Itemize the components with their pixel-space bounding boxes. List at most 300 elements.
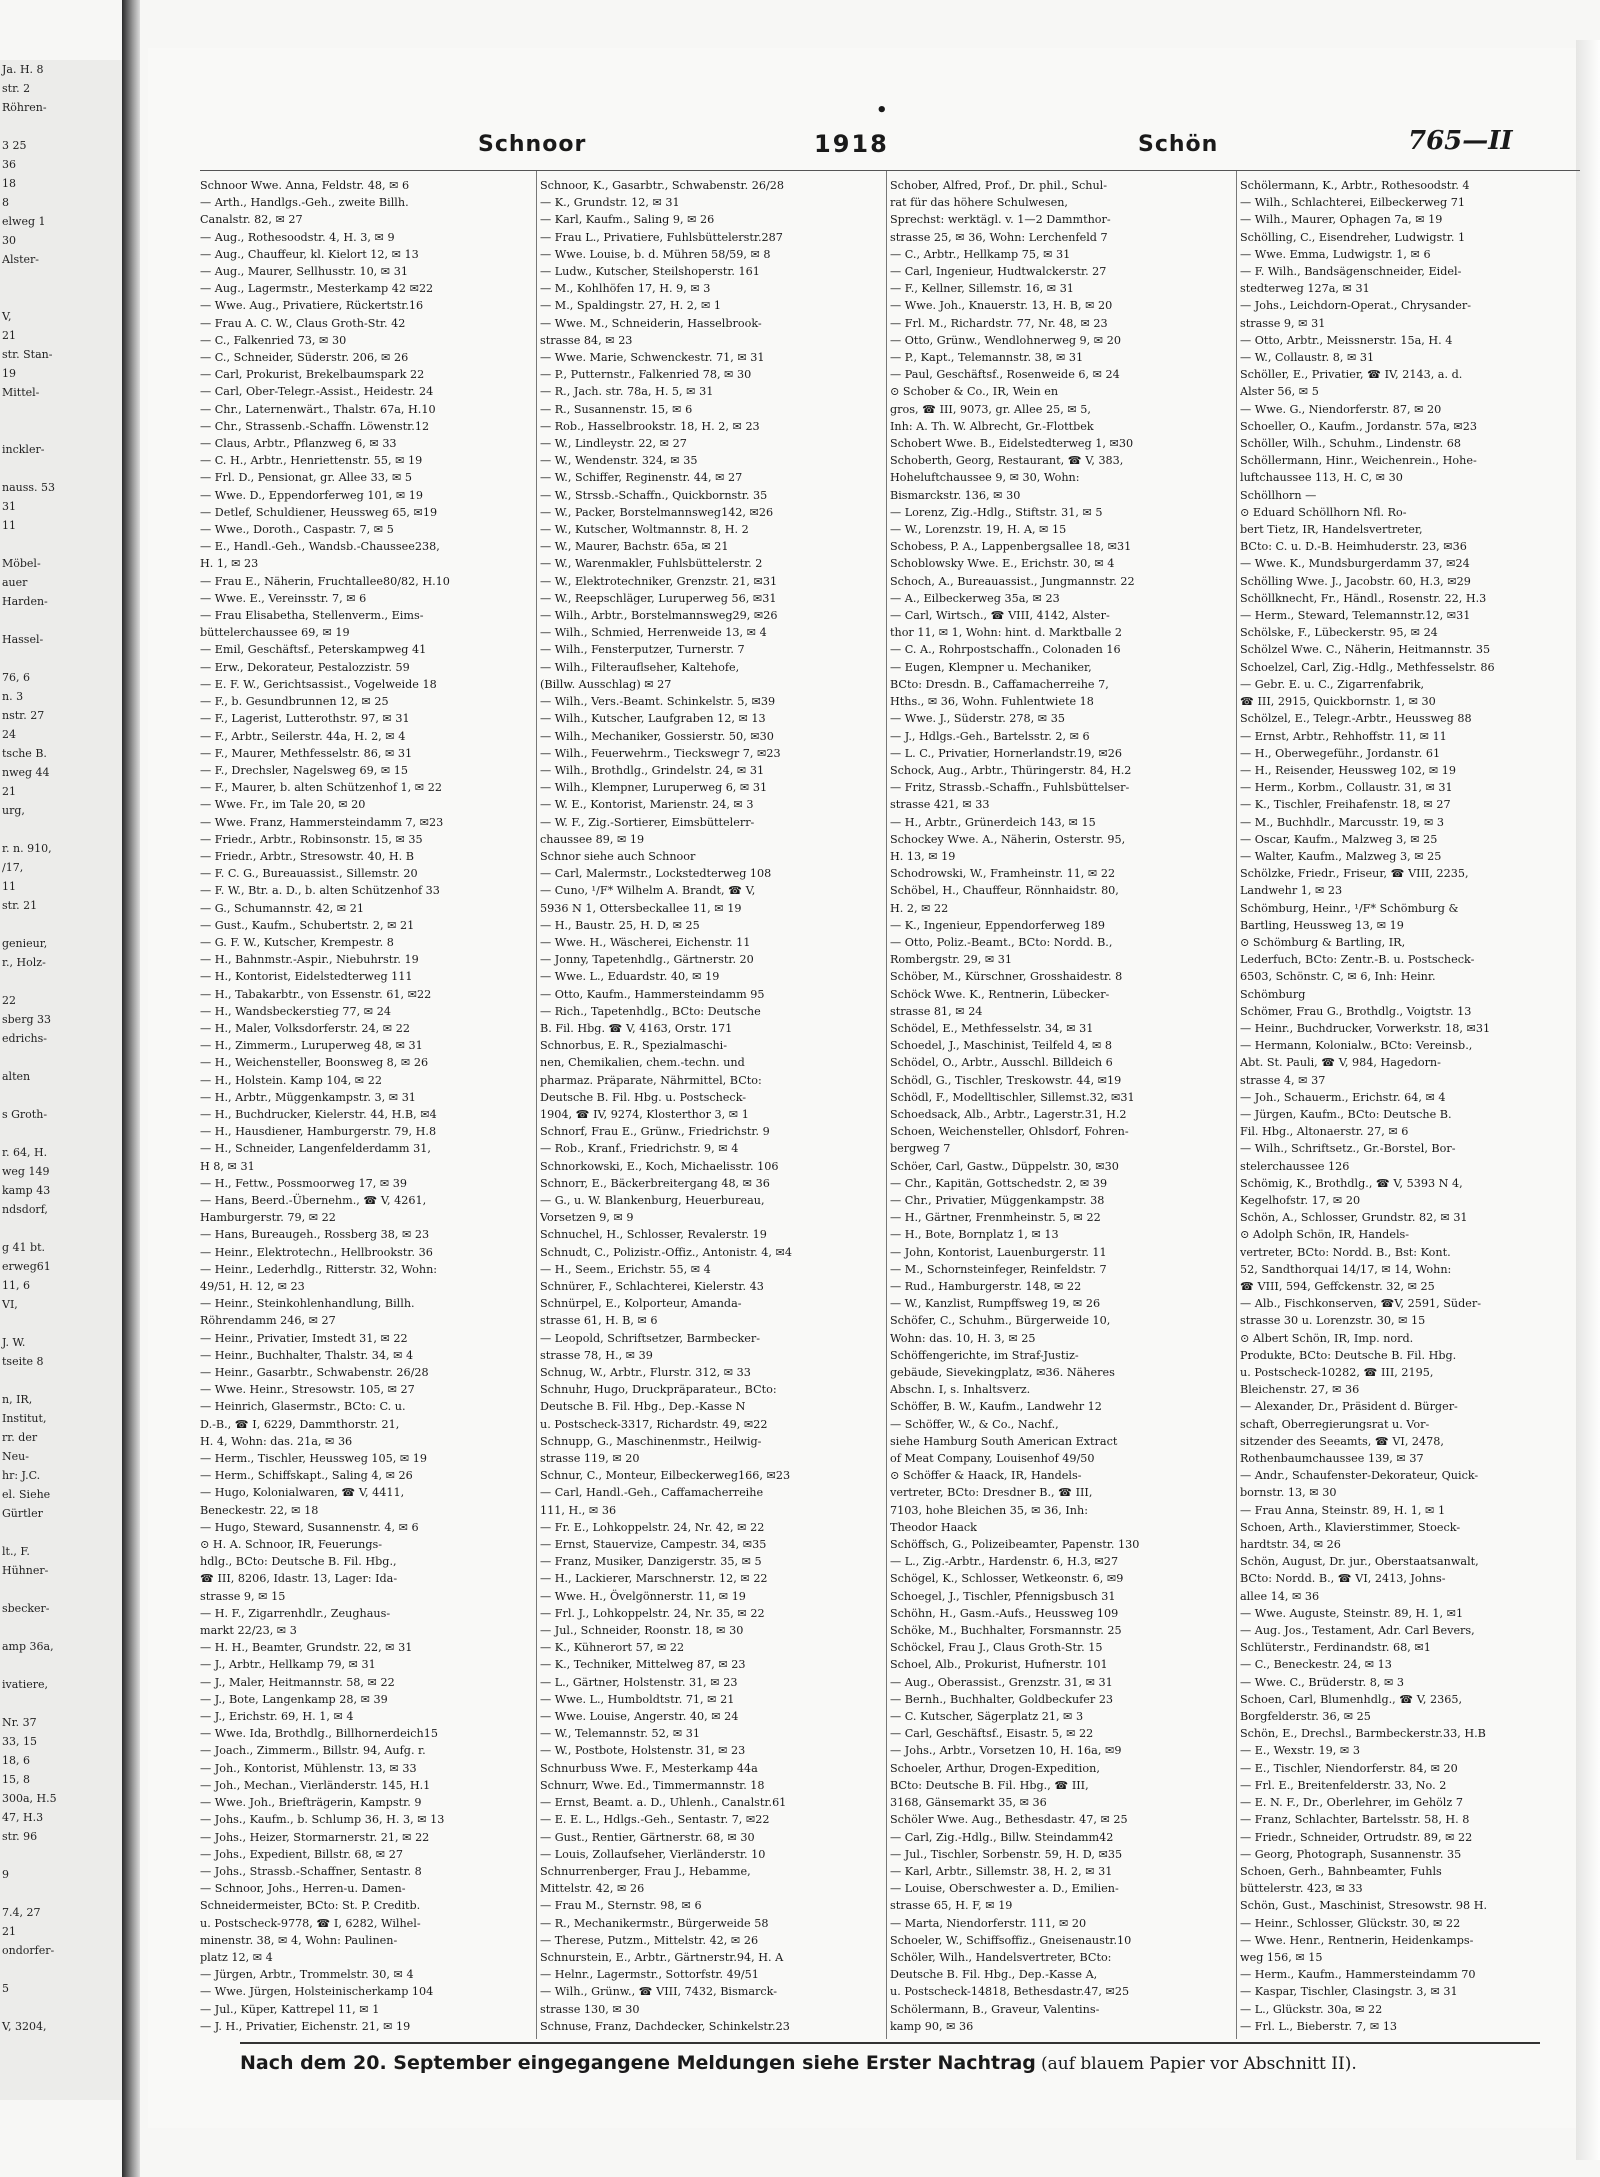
directory-entry-line: u. Postscheck-9778, ☎ I, 6282, Wilhel- bbox=[200, 1916, 421, 1930]
facing-page-fragment: str. Stan- bbox=[2, 348, 53, 361]
directory-entry-line: strasse 78, H., ✉ 39 bbox=[540, 1348, 653, 1362]
directory-entry-line: — Herm., Kaufm., Hammersteindamm 70 bbox=[1240, 1968, 1476, 1982]
directory-entry-line: — H., Buchdrucker, Kielerstr. 44, H.B, ✉4 bbox=[200, 1107, 437, 1121]
directory-entry-line: — Jonny, Tapetenhdlg., Gärtnerstr. 20 bbox=[540, 953, 754, 967]
facing-page-fragment bbox=[0, 1048, 122, 1067]
directory-entry-line: — F., Arbtr., Seilerstr. 44a, H. 2, ✉ 4 bbox=[200, 729, 406, 743]
directory-entry-line: strasse 4, ✉ 37 bbox=[1240, 1073, 1326, 1087]
directory-entry-line: — Otto, Arbtr., Meissnerstr. 15a, H. 4 bbox=[1240, 333, 1453, 347]
directory-entry-line: Vorsetzen 9, ✉ 9 bbox=[540, 1211, 634, 1225]
footer-notice: Nach dem 20. September eingegangene Meldungen siehe Erster Nachtrag bbox=[240, 2052, 1036, 2074]
directory-entry-line: — W., Wendenstr. 324, ✉ 35 bbox=[540, 454, 698, 468]
directory-entry-line: — H., Zimmerm., Luruperweg 48, ✉ 31 bbox=[200, 1039, 423, 1053]
directory-entry-line: — Ludw., Kutscher, Steilshoperstr. 161 bbox=[540, 265, 760, 279]
directory-entry-line: — E. N. F., Dr., Oberlehrer, im Gehölz 7 bbox=[1240, 1796, 1463, 1810]
directory-entry-line: Schnur, C., Monteur, Eilbeckerweg166, ✉23 bbox=[540, 1469, 791, 1483]
directory-entry-line: u. Postscheck-14818, Bethesdastr.47, ✉25 bbox=[890, 1985, 1130, 1999]
facing-page-fragment: /17, bbox=[2, 861, 24, 874]
facing-page-fragment: elweg 1 bbox=[2, 215, 46, 228]
directory-entry-line: strasse 9, ✉ 15 bbox=[200, 1589, 286, 1603]
directory-entry-line: platz 12, ✉ 4 bbox=[200, 1950, 273, 1964]
directory-entry-line: Schock, Aug., Arbtr., Thüringerstr. 84, H.2 bbox=[890, 763, 1132, 777]
directory-entry-line: Rothenbaumchaussee 139, ✉ 37 bbox=[1240, 1452, 1424, 1466]
directory-entry-line: Schoblowsky Wwe. E., Erichstr. 30, ✉ 4 bbox=[890, 557, 1115, 571]
directory-entry-line: — Wwe. Emma, Ludwigstr. 1, ✉ 6 bbox=[1240, 247, 1431, 261]
directory-entry-line: gebäude, Sievekingplatz, ✉36. Näheres bbox=[890, 1366, 1115, 1380]
directory-entry-line: sitzender des Seeamts, ☎ VI, 2478, bbox=[1240, 1434, 1444, 1448]
facing-page-fragment: 36 bbox=[2, 158, 16, 171]
facing-page-fragment bbox=[0, 1846, 122, 1865]
directory-entry-line: — J., Hdlgs.-Geh., Bartelsstr. 2, ✉ 6 bbox=[890, 729, 1090, 743]
directory-entry-line: rat für das höhere Schulwesen, bbox=[890, 196, 1068, 210]
directory-entry-line: Schnug, W., Arbtr., Flurstr. 312, ✉ 33 bbox=[540, 1366, 751, 1380]
directory-entry-line: — Andr., Schaufenster-Dekorateur, Quick- bbox=[1240, 1469, 1479, 1483]
directory-entry-line: — G. F. W., Kutscher, Krempestr. 8 bbox=[200, 935, 394, 949]
facing-page-fragment: 31 bbox=[2, 500, 16, 513]
directory-entry-line: Schöffsch, G., Polizeibeamter, Papenstr. 130 bbox=[890, 1538, 1140, 1552]
directory-entry-line: — Hans, Bureaugeh., Rossberg 38, ✉ 23 bbox=[200, 1228, 430, 1242]
directory-entry-line: — Wwe. D., Eppendorferweg 101, ✉ 19 bbox=[200, 488, 424, 502]
facing-page-fragment bbox=[0, 1884, 122, 1903]
directory-entry-line: Schögel, K., Schlosser, Wetkeonstr. 6, ✉9 bbox=[890, 1572, 1124, 1586]
directory-entry-line: — W., Telemannstr. 52, ✉ 31 bbox=[540, 1727, 701, 1741]
facing-page-fragment: weg 149 bbox=[2, 1165, 50, 1178]
directory-entry-line: weg 156, ✉ 15 bbox=[1240, 1950, 1323, 1964]
directory-entry-line: — F. W., Btr. a. D., b. alten Schützenhof 33 bbox=[200, 884, 440, 898]
directory-entry-line: — H., Kontorist, Eidelstedterweg 111 bbox=[200, 970, 413, 984]
facing-page-fragment: 21 bbox=[2, 785, 16, 798]
directory-entry-line: Schöler Wwe. Aug., Bethesdastr. 47, ✉ 25 bbox=[890, 1813, 1128, 1827]
directory-entry-line: — Johs., Heizer, Stormarnerstr. 21, ✉ 22 bbox=[200, 1830, 430, 1844]
directory-entry-line: 1904, ☎ IV, 9274, Klosterthor 3, ✉ 1 bbox=[540, 1107, 749, 1121]
directory-entry-line: Schnurbuss Wwe. F., Mesterkamp 44a bbox=[540, 1761, 758, 1775]
directory-entry-line: — Fritz, Strassb.-Schaffn., Fuhlsbüttelser- bbox=[890, 781, 1130, 795]
directory-entry-line: — Jul., Küper, Kattrepel 11, ✉ 1 bbox=[200, 2002, 380, 2016]
facing-page-fragment: 22 bbox=[2, 994, 16, 1007]
directory-entry-line: — W., Lindleystr. 22, ✉ 27 bbox=[540, 437, 687, 451]
directory-column-2 bbox=[540, 177, 874, 2035]
directory-entry-line: — M., Schornsteinfeger, Reinfeldstr. 7 bbox=[890, 1262, 1107, 1276]
directory-entry-line: — F., Maurer, Methfesselstr. 86, ✉ 31 bbox=[200, 746, 413, 760]
directory-entry-line: stedterweg 127a, ✉ 31 bbox=[1240, 282, 1370, 296]
directory-entry-line: — Rud., Hamburgerstr. 148, ✉ 22 bbox=[890, 1280, 1082, 1293]
directory-entry-line: Schoen, Arth., Klavierstimmer, Stoeck- bbox=[1240, 1520, 1461, 1534]
directory-entry-line: — H., Baustr. 25, H. D, ✉ 25 bbox=[540, 918, 700, 932]
directory-entry-line: Kegelhofstr. 17, ✉ 20 bbox=[1240, 1193, 1361, 1207]
directory-entry-line: — Carl, Geschäftsf., Eisastr. 5, ✉ 22 bbox=[890, 1727, 1094, 1741]
directory-entry-line: Abt. St. Pauli, ☎ V, 984, Hagedorn- bbox=[1240, 1056, 1441, 1070]
directory-entry-line: Schodrowski, W., Framheinstr. 11, ✉ 22 bbox=[890, 867, 1116, 881]
directory-entry-line: — Schöffer, W., & Co., Nachf., bbox=[890, 1417, 1059, 1431]
directory-entry-line: — R., Mechanikermstr., Bürgerweide 58 bbox=[540, 1916, 769, 1930]
directory-entry-line: — Otto, Poliz.-Beamt., BCto: Nordd. B., bbox=[890, 935, 1113, 949]
directory-entry-line: — H., Oberwegeführ., Jordanstr. 61 bbox=[1240, 746, 1441, 760]
facing-page-fragment bbox=[0, 1960, 122, 1979]
directory-entry-line: — L. C., Privatier, Hornerlandstr.19, ✉26 bbox=[890, 746, 1122, 760]
directory-entry-line: — F. Wilh., Bandsägenschneider, Eidel- bbox=[1240, 265, 1462, 279]
directory-entry-line: — W., Schiffer, Reginenstr. 44, ✉ 27 bbox=[540, 471, 743, 485]
directory-entry-line: BCto: Deutsche B. Fil. Hbg., ☎ III, bbox=[890, 1778, 1089, 1792]
facing-page-fragment bbox=[0, 288, 122, 307]
directory-entry-line: — C., Falkenried 73, ✉ 30 bbox=[200, 333, 347, 347]
directory-entry-line: Schnoor, K., Gasarbtr., Schwabenstr. 26/28 bbox=[540, 179, 784, 192]
facing-page-fragment bbox=[0, 402, 122, 421]
directory-entry-line: — G., Schumannstr. 42, ✉ 21 bbox=[200, 901, 364, 915]
facing-page-fragment bbox=[0, 820, 122, 839]
directory-entry-line: Schoen, Gerh., Bahnbeamter, Fuhls bbox=[1240, 1864, 1442, 1878]
directory-entry-line: — Gust., Rentier, Gärtnerstr. 68, ✉ 30 bbox=[540, 1830, 755, 1844]
directory-entry-line: Schöck Wwe. K., Rentnerin, Lübecker- bbox=[890, 987, 1110, 1001]
facing-page-fragment bbox=[0, 972, 122, 991]
directory-entry-line: — Johs., Leichdorn-Operat., Chrysander- bbox=[1240, 299, 1472, 313]
directory-entry-line: — Louis, Zollaufseher, Vierländerstr. 10 bbox=[540, 1847, 766, 1861]
directory-entry-line: — Kaspar, Tischler, Clasingstr. 3, ✉ 31 bbox=[1240, 1985, 1458, 1999]
directory-entry-line: Schöber, M., Kürschner, Grosshaidestr. 8 bbox=[890, 970, 1123, 984]
directory-entry-line: — Heinr., Schlosser, Glückstr. 30, ✉ 22 bbox=[1240, 1916, 1461, 1930]
directory-entry-line: — H., Arbtr., Müggenkampstr. 3, ✉ 31 bbox=[200, 1090, 416, 1104]
directory-entry-line: Schnor siehe auch Schnoor bbox=[540, 849, 696, 863]
directory-entry-line: — Georg, Photograph, Susannenstr. 35 bbox=[1240, 1847, 1462, 1861]
directory-entry-line: 6503, Schönstr. C, ✉ 6, Inh: Heinr. bbox=[1240, 970, 1436, 984]
facing-page-fragment bbox=[0, 1694, 122, 1713]
facing-page-fragment: ondorfer- bbox=[2, 1944, 55, 1957]
facing-page-fragment: Nr. 37 bbox=[2, 1716, 37, 1729]
directory-entry-line: — Ernst, Stauervize, Campestr. 34, ✉35 bbox=[540, 1538, 767, 1552]
directory-entry-line: — Herm., Korbm., Collaustr. 31, ✉ 31 bbox=[1240, 781, 1453, 795]
directory-entry-line: — Wilh., Schriftsetz., Gr.-Borstel, Bor- bbox=[1240, 1142, 1456, 1156]
directory-entry-line: büttelerstr. 423, ✉ 33 bbox=[1240, 1882, 1363, 1896]
directory-entry-line: Schön, August, Dr. jur., Oberstaatsanwalt, bbox=[1240, 1555, 1479, 1569]
directory-entry-line: Schödel, O., Arbtr., Ausschl. Billdeich 6 bbox=[890, 1056, 1113, 1070]
directory-entry-line: Schoen, Carl, Blumenhdlg., ☎ V, 2365, bbox=[1240, 1692, 1463, 1706]
directory-entry-line: — Wwe. J., Süderstr. 278, ✉ 35 bbox=[890, 712, 1065, 726]
facing-page-fragment: tseite 8 bbox=[2, 1355, 44, 1368]
directory-entry-line: ⊙ Schöffer & Haack, IR, Handels- bbox=[890, 1469, 1082, 1483]
column-divider bbox=[886, 171, 887, 2039]
directory-entry-line: 111, H., ✉ 36 bbox=[540, 1503, 617, 1517]
directory-entry-line: BCto: Nordd. B., ☎ VI, 2413, Johns- bbox=[1240, 1572, 1446, 1586]
directory-entry-line: — Jürgen, Arbtr., Trommelstr. 30, ✉ 4 bbox=[200, 1968, 414, 1982]
directory-entry-line: Schöfer, C., Schuhm., Bürgerweide 10, bbox=[890, 1314, 1111, 1328]
directory-entry-line: — C. Kutscher, Sägerplatz 21, ✉ 3 bbox=[890, 1710, 1084, 1724]
directory-entry-line: Schödel, E., Methfesselstr. 34, ✉ 31 bbox=[890, 1021, 1094, 1035]
directory-entry-line: Schnürpel, E., Kolporteur, Amanda- bbox=[540, 1297, 742, 1311]
facing-page-fragment: 5 bbox=[2, 1982, 9, 1995]
directory-entry-line: — Wwe. Auguste, Steinstr. 89, H. 1, ✉1 bbox=[1240, 1606, 1464, 1620]
directory-entry-line: allee 14, ✉ 36 bbox=[1240, 1589, 1320, 1603]
directory-entry-line: Schnurrenberger, Frau J., Hebamme, bbox=[540, 1864, 751, 1878]
directory-entry-line: — H., Wandsbeckerstieg 77, ✉ 24 bbox=[200, 1004, 391, 1018]
directory-entry-line: Hoheluftchaussee 9, ✉ 30, Wohn: bbox=[890, 471, 1080, 485]
directory-entry-line: — F. C. G., Bureauassist., Sillemstr. 20 bbox=[200, 867, 418, 881]
directory-entry-line: Schömburg bbox=[1240, 987, 1306, 1001]
directory-entry-line: ⊙ Schömburg & Bartling, IR, bbox=[1240, 935, 1406, 949]
facing-page-fragment: 76, 6 bbox=[2, 671, 30, 684]
directory-entry-line: — Alexander, Dr., Präsident d. Bürger- bbox=[1240, 1400, 1458, 1414]
header-year: 1918 bbox=[814, 130, 889, 158]
directory-entry-line: — A., Eilbeckerweg 35a, ✉ 23 bbox=[890, 591, 1060, 605]
directory-entry-line: u. Postscheck-10282, ☎ III, 2195, bbox=[1240, 1366, 1434, 1380]
facing-page-fragment: Neu- bbox=[2, 1450, 29, 1463]
facing-page-fragment: r., Holz- bbox=[2, 956, 46, 969]
directory-entry-line: — Aug. Jos., Testament, Adr. Carl Bevers, bbox=[1240, 1624, 1475, 1638]
directory-entry-line: Schödl, F., Modelltischler, Sillemst.32, ✉31 bbox=[890, 1090, 1135, 1104]
directory-entry-line: — J., Erichstr. 69, H. 1, ✉ 4 bbox=[200, 1710, 354, 1724]
directory-entry-line: Deutsche B. Fil. Hbg. u. Postscheck- bbox=[540, 1090, 747, 1104]
directory-entry-line: Hamburgerstr. 79, ✉ 22 bbox=[200, 1211, 336, 1225]
directory-entry-line: — J., Maler, Heitmannstr. 58, ✉ 22 bbox=[200, 1675, 395, 1689]
directory-entry-line: — H., Seem., Erichstr. 55, ✉ 4 bbox=[540, 1262, 711, 1276]
directory-entry-line: — Jürgen, Kaufm., BCto: Deutsche B. bbox=[1240, 1107, 1452, 1121]
directory-entry-line: Schoberth, Georg, Restaurant, ☎ V, 383, bbox=[890, 454, 1124, 468]
directory-entry-line: — Frl. J., Lohkoppelstr. 24, Nr. 35, ✉ 22 bbox=[540, 1606, 765, 1620]
directory-entry-line: — Fr. E., Lohkoppelstr. 24, Nr. 42, ✉ 22 bbox=[540, 1520, 765, 1534]
directory-entry-line: minenstr. 38, ✉ 4, Wohn: Paulinen- bbox=[200, 1933, 398, 1947]
directory-entry-line: Röhrendamm 246, ✉ 27 bbox=[200, 1314, 336, 1328]
directory-entry-line: — Joh., Kontorist, Mühlenstr. 13, ✉ 33 bbox=[200, 1761, 417, 1775]
facing-page-fragment bbox=[0, 1124, 122, 1143]
facing-page-fragment: Möbel- bbox=[2, 557, 41, 570]
directory-entry-line: — Wwe. K., Mundsburgerdamm 37, ✉24 bbox=[1240, 557, 1470, 571]
directory-entry-line: — Joach., Zimmerm., Billstr. 94, Aufg. r. bbox=[200, 1744, 426, 1758]
directory-entry-line: Schoedel, J., Maschinist, Teilfeld 4, ✉ 8 bbox=[890, 1039, 1112, 1053]
directory-entry-line: — Paul, Geschäftsf., Rosenweide 6, ✉ 24 bbox=[890, 368, 1120, 382]
facing-page-fragment bbox=[0, 1371, 122, 1390]
directory-entry-line: ⊙ Adolph Schön, IR, Handels- bbox=[1240, 1228, 1410, 1242]
directory-entry-line: — R., Susannenstr. 15, ✉ 6 bbox=[540, 402, 693, 416]
directory-entry-line: — Aug., Lagermstr., Mesterkamp 42 ✉22 bbox=[200, 282, 434, 296]
directory-entry-line: — E. F. W., Gerichtsassist., Vogelweide 18 bbox=[200, 677, 437, 691]
facing-page-fragment: Harden- bbox=[2, 595, 48, 608]
directory-entry-line: — Joh., Schauerm., Erichstr. 64, ✉ 4 bbox=[1240, 1090, 1446, 1104]
directory-entry-line: Schnupp, G., Maschinenmstr., Heilwig- bbox=[540, 1434, 762, 1448]
directory-entry-line: — W. E., Kontorist, Marienstr. 24, ✉ 3 bbox=[540, 798, 754, 812]
facing-page-fragment: Institut, bbox=[2, 1412, 47, 1425]
directory-entry-line: Schöbel, H., Chauffeur, Rönnhaidstr. 80, bbox=[890, 884, 1119, 898]
directory-entry-line: strasse 25, ✉ 36, Wohn: Lerchenfeld 7 bbox=[890, 230, 1108, 244]
directory-entry-line: — Emil, Geschäftsf., Peterskampweg 41 bbox=[200, 643, 427, 657]
facing-page-fragment: lt., F. bbox=[2, 1545, 30, 1558]
directory-entry-line: — Frau Elisabetha, Stellenverm., Eims- bbox=[200, 609, 424, 623]
directory-entry-line: — Wilh., Maurer, Ophagen 7a, ✉ 19 bbox=[1240, 213, 1443, 227]
directory-entry-line: — H. H., Beamter, Grundstr. 22, ✉ 31 bbox=[200, 1641, 413, 1655]
directory-columns bbox=[200, 170, 1580, 2039]
directory-entry-line: 3168, Gänsemarkt 35, ✉ 36 bbox=[890, 1796, 1047, 1810]
directory-entry-line: — Wilh., Kutscher, Laufgraben 12, ✉ 13 bbox=[540, 712, 766, 726]
facing-page-fragment: 3 25 bbox=[2, 139, 27, 152]
directory-entry-line: — Friedr., Arbtr., Robinsonstr. 15, ✉ 35 bbox=[200, 832, 423, 846]
directory-entry-line: Schobert Wwe. B., Eidelstedterweg 1, ✉30 bbox=[890, 437, 1134, 451]
directory-entry-line: — Johs., Arbtr., Vorsetzen 10, H. 16a, ✉9 bbox=[890, 1744, 1122, 1758]
directory-entry-line: — Rich., Tapetenhdlg., BCto: Deutsche bbox=[540, 1004, 761, 1018]
directory-entry-line: — Wilh., Brothdlg., Grindelstr. 24, ✉ 31 bbox=[540, 763, 765, 777]
directory-entry-line: — Otto, Kaufm., Hammersteindamm 95 bbox=[540, 987, 765, 1001]
directory-entry-line: Schnurr, Wwe. Ed., Timmermannstr. 18 bbox=[540, 1778, 765, 1792]
directory-entry-line: H. 1, ✉ 23 bbox=[200, 557, 259, 571]
facing-page-fragment: 47, H.3 bbox=[2, 1811, 44, 1824]
directory-entry-line: Schnuse, Franz, Dachdecker, Schinkelstr.23 bbox=[540, 2019, 790, 2033]
directory-entry-line: — W., Elektrotechniker, Grenzstr. 21, ✉31 bbox=[540, 574, 778, 588]
directory-entry-line: BCto: Dresdn. B., Caffamacherreihe 7, bbox=[890, 677, 1109, 691]
directory-entry-line: Schnorf, Frau E., Grünw., Friedrichstr. 9 bbox=[540, 1125, 770, 1139]
directory-entry-line: — Marta, Niendorferstr. 111, ✉ 20 bbox=[890, 1916, 1087, 1930]
directory-entry-line: kamp 90, ✉ 36 bbox=[890, 2019, 974, 2033]
directory-entry-line: — H., Maler, Volksdorferstr. 24, ✉ 22 bbox=[200, 1021, 410, 1035]
directory-entry-line: Bleichenstr. 27, ✉ 36 bbox=[1240, 1383, 1360, 1397]
facing-page-fragment: Alster- bbox=[2, 253, 40, 266]
directory-entry-line: Schöler, Wilh., Handelsvertreter, BCto: bbox=[890, 1950, 1112, 1964]
footer-note: (auf blauem Papier vor Abschnitt II). bbox=[1041, 2054, 1357, 2074]
directory-entry-line: — Herm., Schiffskapt., Saling 4, ✉ 26 bbox=[200, 1469, 413, 1483]
directory-entry-line: strasse 81, ✉ 24 bbox=[890, 1004, 983, 1018]
directory-entry-line: vertreter, BCto: Nordd. B., Bst: Kont. bbox=[1240, 1245, 1451, 1259]
facing-page-strip bbox=[0, 60, 122, 2100]
directory-entry-line: — Heinr., Privatier, Imstedt 31, ✉ 22 bbox=[200, 1331, 408, 1345]
directory-entry-line: ☎ III, 2915, Quickbornstr. 1, ✉ 30 bbox=[1240, 695, 1436, 709]
directory-entry-line: — C. A., Rohrpostschaffn., Colonaden 16 bbox=[890, 643, 1121, 657]
directory-entry-line: — H., Reisender, Heussweg 102, ✉ 19 bbox=[1240, 763, 1456, 777]
directory-entry-line: 5936 N 1, Ottersbeckallee 11, ✉ 19 bbox=[540, 901, 742, 915]
directory-entry-line: — Wilh., Fensterputzer, Turnerstr. 7 bbox=[540, 643, 745, 657]
directory-entry-line: — C., Arbtr., Hellkamp 75, ✉ 31 bbox=[890, 247, 1071, 261]
facing-page-fragment: 11 bbox=[2, 880, 16, 893]
facing-page-fragment: genieur, bbox=[2, 937, 48, 950]
facing-page-fragment: rr. der bbox=[2, 1431, 38, 1444]
directory-entry-line: Schnoor Wwe. Anna, Feldstr. 48, ✉ 6 bbox=[200, 179, 410, 192]
facing-page-fragment: str. 21 bbox=[2, 899, 38, 912]
directory-entry-line: Schöffengerichte, im Straf-Justiz- bbox=[890, 1348, 1079, 1362]
directory-entry-line: Schön, Gust., Maschinist, Stresowstr. 98 H. bbox=[1240, 1899, 1488, 1913]
directory-entry-line: — Jul., Tischler, Sorbenstr. 59, H. D, ✉35 bbox=[890, 1847, 1123, 1861]
directory-entry-line: — W., Lorenzstr. 19, H. A, ✉ 15 bbox=[890, 523, 1067, 537]
directory-entry-line: strasse 30 u. Lorenzstr. 30, ✉ 15 bbox=[1240, 1314, 1426, 1328]
directory-entry-line: vertreter, BCto: Dresdner B., ☎ III, bbox=[890, 1486, 1093, 1500]
directory-entry-line: — H., Arbtr., Grünerdeich 143, ✉ 15 bbox=[890, 815, 1096, 829]
directory-entry-line: Schnorr, E., Bäckerbreitergang 48, ✉ 36 bbox=[540, 1176, 770, 1190]
facing-page-fragment: sberg 33 bbox=[2, 1013, 51, 1026]
directory-entry-line: — Johs., Expedient, Billstr. 68, ✉ 27 bbox=[200, 1847, 403, 1861]
directory-entry-line: Schöller, Wilh., Schuhm., Lindenstr. 68 bbox=[1240, 437, 1461, 451]
facing-page-fragment: VI, bbox=[2, 1298, 18, 1311]
directory-entry-line: bornstr. 13, ✉ 30 bbox=[1240, 1486, 1337, 1500]
facing-page-fragment: g 41 bt. bbox=[2, 1241, 45, 1254]
directory-entry-line: — Jul., Schneider, Roonstr. 18, ✉ 30 bbox=[540, 1624, 744, 1638]
page-number: 765—II bbox=[1408, 126, 1513, 156]
directory-entry-line: ⊙ Schober & Co., IR, Wein en bbox=[890, 385, 1059, 399]
directory-entry-line: — Wwe. C., Brüderstr. 8, ✉ 3 bbox=[1240, 1675, 1405, 1689]
directory-entry-line: — Helnr., Lagermstr., Sottorfstr. 49/51 bbox=[540, 1968, 759, 1982]
directory-entry-line: — Alb., Fischkonserven, ☎V, 2591, Süder- bbox=[1240, 1297, 1482, 1311]
directory-entry-line: Schlüterstr., Ferdinandstr. 68, ✉1 bbox=[1240, 1641, 1431, 1655]
directory-entry-line: — H., Lackierer, Marschnerstr. 12, ✉ 22 bbox=[540, 1572, 768, 1586]
directory-entry-line: 7103, hohe Bleichen 35, ✉ 36, Inh: bbox=[890, 1503, 1088, 1517]
directory-entry-line: — Wwe. Ida, Brothdlg., Billhornerdeich15 bbox=[200, 1727, 438, 1741]
directory-entry-line: Alster 56, ✉ 5 bbox=[1240, 385, 1319, 399]
directory-entry-line: — Karl, Arbtr., Sillemstr. 38, H. 2, ✉ 31 bbox=[890, 1864, 1113, 1878]
directory-column-1 bbox=[200, 177, 534, 2035]
directory-entry-line: — F., Kellner, Sillemstr. 16, ✉ 31 bbox=[890, 282, 1074, 296]
directory-entry-line: — Herm., Tischler, Heussweg 105, ✉ 19 bbox=[200, 1452, 428, 1466]
directory-entry-line: strasse 130, ✉ 30 bbox=[540, 2002, 640, 2016]
directory-entry-line: Schön, A., Schlosser, Grundstr. 82, ✉ 31 bbox=[1240, 1211, 1468, 1225]
directory-entry-line: — Wwe. L., Eduardstr. 40, ✉ 19 bbox=[540, 970, 720, 984]
directory-entry-line: — K., Kühnerort 57, ✉ 22 bbox=[540, 1641, 685, 1655]
directory-entry-line: — John, Kontorist, Lauenburgerstr. 11 bbox=[890, 1245, 1107, 1259]
directory-entry-line: nen, Chemikalien, chem.-techn. und bbox=[540, 1056, 745, 1070]
directory-entry-line: markt 22/23, ✉ 3 bbox=[200, 1624, 297, 1638]
directory-entry-line: — H., Fettw., Possmoorweg 17, ✉ 39 bbox=[200, 1176, 407, 1190]
directory-entry-line: bergweg 7 bbox=[890, 1142, 951, 1156]
facing-page-fragment bbox=[0, 1086, 122, 1105]
directory-entry-line: — H., Tabakarbtr., von Essenstr. 61, ✉22 bbox=[200, 987, 432, 1001]
directory-entry-line: — E., Tischler, Niendorferstr. 84, ✉ 20 bbox=[1240, 1761, 1458, 1775]
directory-entry-line: — Otto, Grünw., Wendlohnerweg 9, ✉ 20 bbox=[890, 333, 1121, 347]
directory-entry-line: Schoel, Alb., Prokurist, Hufnerstr. 101 bbox=[890, 1658, 1108, 1672]
directory-entry-line: — E., Wexstr. 19, ✉ 3 bbox=[1240, 1744, 1360, 1758]
directory-entry-line: strasse 84, ✉ 23 bbox=[540, 333, 633, 347]
directory-entry-line: hardtstr. 34, ✉ 26 bbox=[1240, 1538, 1341, 1552]
directory-entry-line: — Wwe. Marie, Schwenckestr. 71, ✉ 31 bbox=[540, 351, 765, 365]
directory-entry-line: — Franz, Schlachter, Bartelsstr. 58, H. 8 bbox=[1240, 1813, 1470, 1827]
directory-entry-line: — L., Gärtner, Holstenstr. 31, ✉ 23 bbox=[540, 1675, 738, 1689]
directory-entry-line: — F., Lagerist, Lutterothstr. 97, ✉ 31 bbox=[200, 712, 410, 726]
directory-entry-line: — H., Weichensteller, Boonsweg 8, ✉ 26 bbox=[200, 1056, 429, 1070]
directory-entry-line: Schömer, Frau G., Brothdlg., Voigtstr. 13 bbox=[1240, 1004, 1472, 1018]
facing-page-fragment bbox=[0, 1656, 122, 1675]
directory-entry-line: — Rob., Kranf., Friedrichstr. 9, ✉ 4 bbox=[540, 1142, 739, 1156]
directory-entry-line: — Heinr., Gasarbtr., Schwabenstr. 26/28 bbox=[200, 1366, 429, 1380]
directory-entry-line: — Wwe. M., Schneiderin, Hasselbrook- bbox=[540, 316, 762, 330]
facing-page-fragment: Röhren- bbox=[2, 101, 47, 114]
directory-entry-line: Borgfelderstr. 36, ✉ 25 bbox=[1240, 1710, 1371, 1724]
directory-entry-line: — Chr., Privatier, Müggenkampstr. 38 bbox=[890, 1193, 1105, 1207]
directory-entry-line: — Frau E., Näherin, Fruchtallee80/82, H.10 bbox=[200, 574, 450, 588]
directory-entry-line: Schöller, E., Privatier, ☎ IV, 2143, a. d. bbox=[1240, 368, 1463, 382]
facing-page-fragment: J. W. bbox=[2, 1336, 26, 1349]
directory-entry-line: — Eugen, Klempner u. Mechaniker, bbox=[890, 660, 1092, 674]
directory-entry-line: — Gebr. E. u. C., Zigarrenfabrik, bbox=[1240, 677, 1425, 691]
facing-page-fragment: nstr. 27 bbox=[2, 709, 45, 722]
facing-page-fragment bbox=[0, 1219, 122, 1238]
directory-entry-line: — Carl, Zig.-Hdlg., Billw. Steindamm42 bbox=[890, 1830, 1114, 1844]
facing-page-fragment bbox=[0, 611, 122, 630]
facing-page-fragment: str. 96 bbox=[2, 1830, 38, 1843]
directory-entry-line: Wohn: das. 10, H. 3, ✉ 25 bbox=[890, 1331, 1036, 1345]
facing-page-fragment: erweg61 bbox=[2, 1260, 51, 1273]
directory-entry-line: Schneidermeister, BCto: St. P. Creditb. bbox=[200, 1899, 421, 1913]
facing-page-fragment: Gürtler bbox=[2, 1507, 43, 1520]
column-divider bbox=[536, 171, 537, 2039]
facing-page-fragment bbox=[0, 649, 122, 668]
directory-entry-line: — Cuno, ¹/F* Wilhelm A. Brandt, ☎ V, bbox=[540, 884, 756, 898]
directory-entry-line: Schölling, C., Eisendreher, Ludwigstr. 1 bbox=[1240, 230, 1466, 244]
directory-entry-line: — Karl, Kaufm., Saling 9, ✉ 26 bbox=[540, 213, 715, 227]
directory-entry-line: — Oscar, Kaufm., Malzweg 3, ✉ 25 bbox=[1240, 832, 1438, 846]
directory-entry-line: — Bernh., Buchhalter, Goldbeckufer 23 bbox=[890, 1692, 1114, 1706]
facing-page-fragment bbox=[0, 1314, 122, 1333]
facing-page-fragment bbox=[0, 459, 122, 478]
directory-entry-line: — M., Buchhdlr., Marcusstr. 19, ✉ 3 bbox=[1240, 815, 1445, 829]
directory-entry-line: — Hugo, Kolonialwaren, ☎ V, 4411, bbox=[200, 1486, 405, 1500]
facing-page-fragment bbox=[0, 1580, 122, 1599]
directory-entry-line: Schölling Wwe. J., Jacobstr. 60, H.3, ✉29 bbox=[1240, 574, 1471, 588]
directory-entry-line: Schöllknecht, Fr., Händl., Rosenstr. 22, H.3 bbox=[1240, 591, 1487, 605]
directory-entry-line: — Wilh., Klempner, Luruperweg 6, ✉ 31 bbox=[540, 781, 768, 795]
directory-entry-line: — Wwe. Aug., Privatiere, Rückertstr.16 bbox=[200, 299, 424, 313]
directory-entry-line: — Friedr., Arbtr., Stresowstr. 40, H. B bbox=[200, 849, 414, 863]
directory-entry-line: — Wilh., Schmied, Herrenweide 13, ✉ 4 bbox=[540, 626, 767, 640]
directory-entry-line: — W., Postbote, Holstenstr. 31, ✉ 23 bbox=[540, 1744, 746, 1758]
